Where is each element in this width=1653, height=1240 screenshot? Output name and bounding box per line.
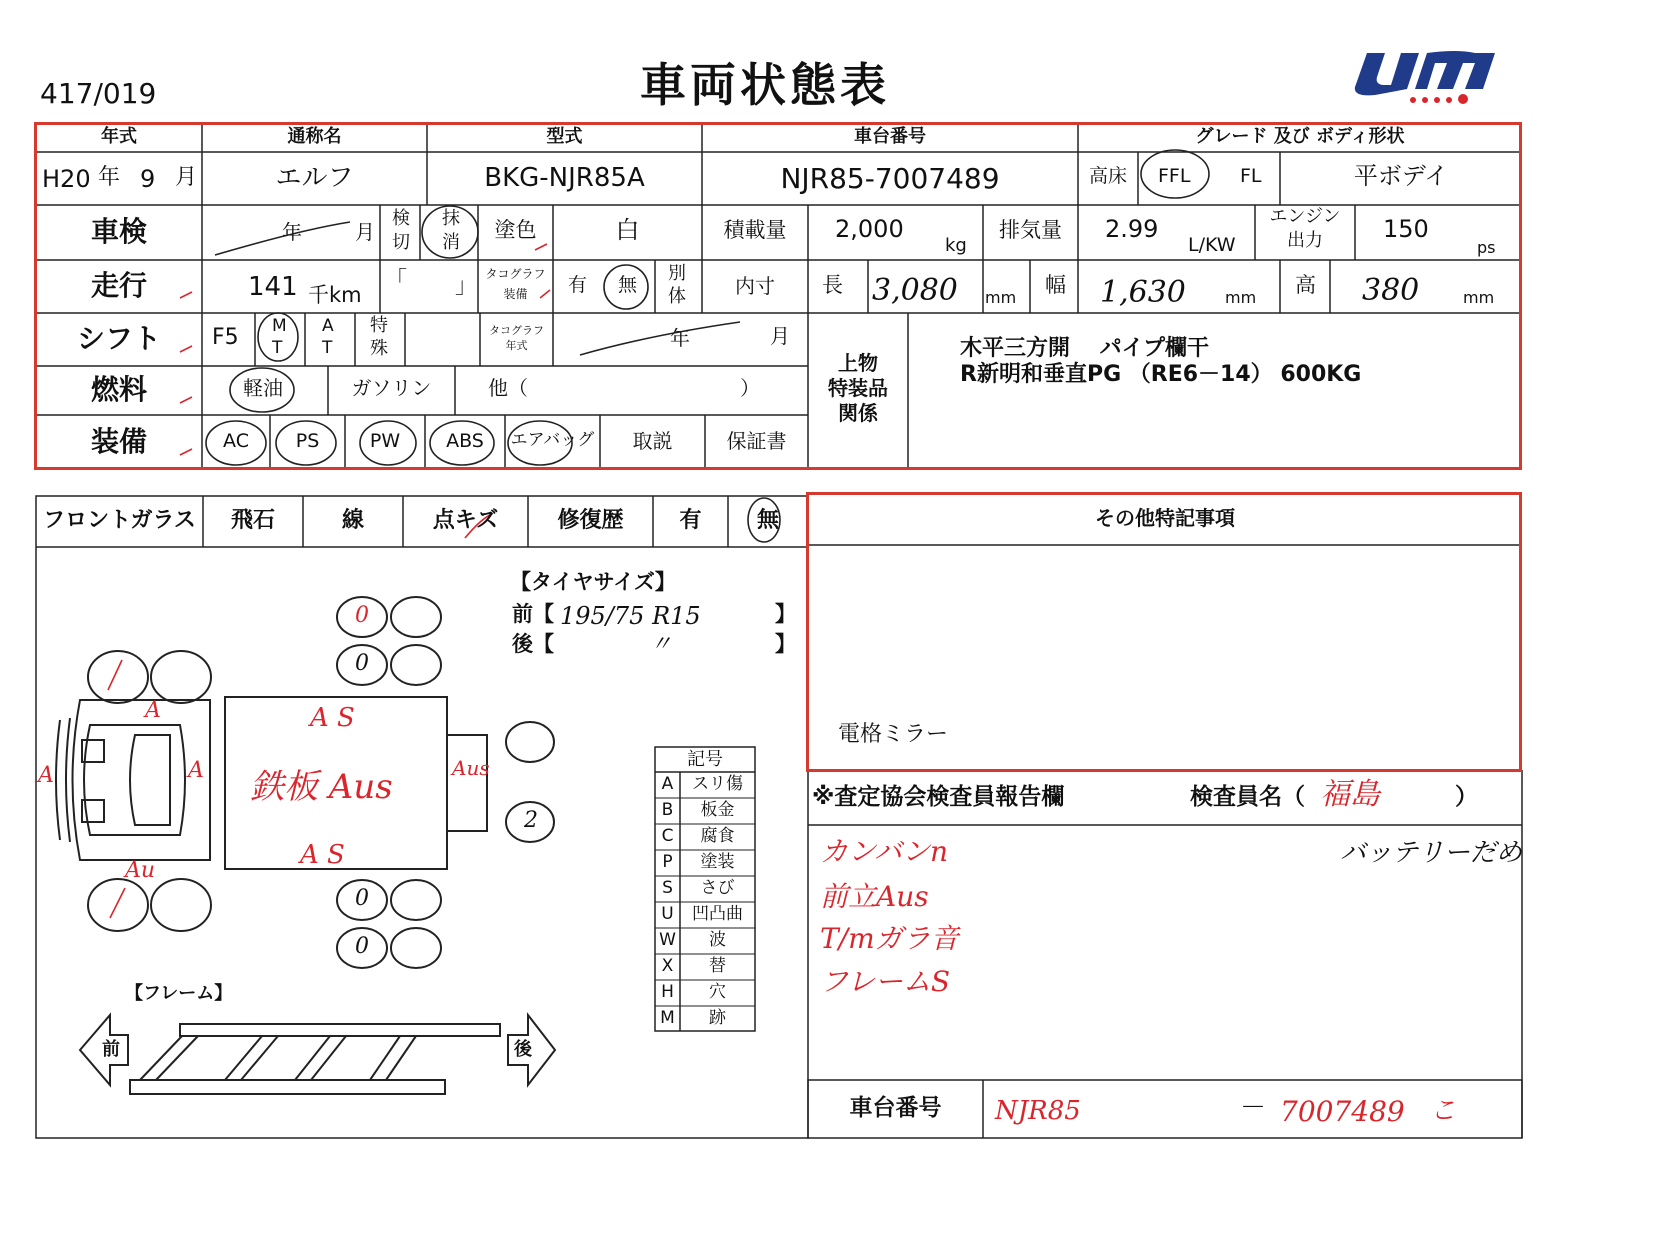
equipment-warranty: 保証書 <box>726 429 787 453</box>
chassis-header: 車台番号 <box>854 126 926 147</box>
tachograph-yes: 有 <box>568 274 588 296</box>
displacement-label: 排気量 <box>999 218 1062 242</box>
inspector-note-4: フレームS <box>820 965 951 998</box>
fuel-gasoline: ガソリン <box>351 376 432 400</box>
footer-chassis-left: NJR85 <box>995 1096 1081 1126</box>
chassis-value: NJR85-7007489 <box>780 162 1000 195</box>
cab-note-a3: A <box>38 763 54 788</box>
tire-mark-front-inner: 0 <box>355 651 369 676</box>
tachograph-label-1: タコグラフ <box>485 267 546 281</box>
paint-value: 白 <box>615 216 640 244</box>
cab-note-au: Au <box>125 858 156 883</box>
footer-chassis-extra: こ <box>1430 1096 1457 1126</box>
equipment-airbag: エアバッグ <box>510 430 595 450</box>
frame-title: 【フレーム】 <box>125 983 233 1004</box>
displacement-unit: L/KW <box>1188 234 1236 256</box>
remarks-title: その他特記事項 <box>1095 506 1235 530</box>
tachograph-year-label-1: タコグラフ <box>489 324 544 337</box>
model-value: BKG-NJR85A <box>484 163 645 193</box>
frame-rear-label: 後 <box>514 1039 532 1060</box>
legend-label: 替 <box>709 956 726 976</box>
inspector-note-1: カンバンn <box>820 835 949 868</box>
ffl-option: FFL <box>1158 165 1191 187</box>
windshield-spot: 点キズ <box>432 508 499 533</box>
tachograph-month-unit: 月 <box>770 324 790 348</box>
legend-code: C <box>661 826 674 846</box>
fuel-other-close: ） <box>740 376 760 400</box>
remarks-content: 電格ミラー <box>838 722 949 747</box>
year-unit: 年 <box>98 165 121 190</box>
tachograph-label-2: 装備 <box>503 287 528 301</box>
legend-code: P <box>662 852 673 872</box>
inspection-month-unit: 月 <box>355 220 375 244</box>
equipment-manual: 取説 <box>632 429 673 453</box>
windshield-label: フロントガラス <box>43 508 196 533</box>
windshield-chip: 飛石 <box>230 508 275 533</box>
body-equipment-label-3: 関係 <box>838 401 878 425</box>
mileage-label: 走行 <box>90 269 147 302</box>
equipment-abs: ABS <box>446 430 484 452</box>
month-unit: 月 <box>175 165 198 190</box>
high-floor-label: 高床 <box>1088 165 1127 187</box>
legend-label: 波 <box>709 930 726 950</box>
body-equipment-label-1: 上物 <box>838 351 878 375</box>
year-era: H20 <box>42 165 91 193</box>
kesu-label: 消 <box>442 232 460 253</box>
length-label: 長 <box>822 273 843 297</box>
legend-code: M <box>660 1008 675 1028</box>
cab-note-a1: A <box>145 698 161 723</box>
fuel-label: 燃料 <box>90 373 147 406</box>
bracket-open: 「 <box>385 268 408 293</box>
load-value: 2,000 <box>835 215 904 243</box>
engine-label-2: 出力 <box>1287 230 1323 251</box>
month-value: 9 <box>140 165 156 193</box>
body-equipment-label-2: 特装品 <box>828 376 888 400</box>
legend-code: A <box>661 774 674 794</box>
tachograph-year-label-2: 年式 <box>505 339 528 352</box>
tire-mark-spare: 2 <box>524 808 538 833</box>
deck-rear-note: Aus <box>452 756 490 780</box>
legend-label: 凹凸曲 <box>692 904 743 924</box>
fuel-diesel: 軽油 <box>243 376 283 400</box>
legend-label: 塗装 <box>700 852 735 872</box>
footer-chassis-right: 7007489 <box>1280 1095 1405 1128</box>
legend-code: W <box>659 930 676 950</box>
bracket-close: 」 <box>455 274 478 299</box>
deck-bottom-note: A S <box>300 840 345 870</box>
tire-front-label: 前【 <box>512 602 554 626</box>
inspector-note-2: 前立Aus <box>820 880 929 913</box>
tire-rear-value: 〃 <box>650 632 673 657</box>
legend-code: S <box>662 878 673 898</box>
body-equipment-line-1: 木平三方開 パイプ欄干 <box>960 336 1210 361</box>
body-equipment-line-2: R新明和垂直PG （RE6－14） 600KG <box>960 362 1362 387</box>
legend-code: B <box>661 800 674 820</box>
separate-label-1: 別 <box>668 263 686 284</box>
inspector-name-close: ） <box>1455 784 1478 810</box>
length-value: 3,080 <box>872 273 958 308</box>
fl-option: FL <box>1240 165 1262 187</box>
inspector-note-battery: バッテリーだめ <box>1340 838 1523 868</box>
legend-code: U <box>661 904 674 924</box>
displacement-value: 2.99 <box>1105 215 1159 243</box>
engine-label-1: エンジン <box>1269 206 1341 227</box>
equipment-label: 装備 <box>90 425 147 458</box>
repair-history-label: 修復歴 <box>557 508 624 533</box>
legend-label: 板金 <box>700 800 735 820</box>
footer-chassis-dash: － <box>1240 1093 1267 1123</box>
windshield-line: 線 <box>341 508 364 533</box>
width-label: 幅 <box>1045 273 1066 297</box>
deck-top-note: A S <box>310 703 355 733</box>
engine-unit: ps <box>1477 238 1496 257</box>
tire-front-value: 195/75 R15 <box>560 602 701 630</box>
document-id: 417/019 <box>40 77 157 110</box>
equipment-pw: PW <box>369 430 401 452</box>
legend-label: 跡 <box>709 1008 726 1028</box>
equipment-ac: AC <box>223 430 249 452</box>
tire-mark-front-outer: 0 <box>355 603 369 628</box>
shift-t: T <box>272 338 283 358</box>
height-label: 高 <box>1295 273 1316 297</box>
special-label-2: 殊 <box>370 338 388 359</box>
cab-note-a2: A <box>188 758 204 783</box>
mileage-value: 141 <box>248 272 298 302</box>
model-header: 型式 <box>546 126 583 147</box>
shift-at-t: T <box>322 338 333 358</box>
inspection-label: 車検 <box>90 215 147 248</box>
length-unit: mm <box>985 288 1017 307</box>
frame-front-label: 前 <box>102 1039 120 1060</box>
inspector-note-3: T/mガラ音 <box>820 922 959 955</box>
height-unit: mm <box>1463 288 1495 307</box>
legend-label: 腐食 <box>700 826 735 846</box>
legend-title: 記号 <box>687 749 723 770</box>
special-label-1: 特 <box>370 315 388 336</box>
inspection-year-unit: 年 <box>282 220 302 244</box>
deck-center-note: 鉄板 Aus <box>250 767 393 807</box>
grade-body-header: グレード 及び ボディ形状 <box>1195 126 1405 147</box>
name-header: 通称名 <box>287 126 342 147</box>
year-type-header: 年式 <box>101 126 137 147</box>
width-value: 1,630 <box>1100 275 1186 310</box>
height-value: 380 <box>1362 273 1420 308</box>
engine-value: 150 <box>1383 215 1429 243</box>
tire-rear-label: 後【 <box>512 632 554 656</box>
legend-label: さび <box>700 878 735 898</box>
repair-history-no: 無 <box>756 508 779 533</box>
body-type: 平ボデイ <box>1353 162 1449 190</box>
width-unit: mm <box>1225 288 1257 307</box>
equipment-ps: PS <box>295 430 320 452</box>
shift-a: A <box>322 316 334 336</box>
tachograph-no: 無 <box>618 274 638 296</box>
separate-label-2: 体 <box>668 286 686 307</box>
inspector-name-label: 検査員名（ <box>1190 784 1305 810</box>
tire-size-title: 【タイヤサイズ】 <box>510 570 676 594</box>
page-title: 車両状態表 <box>640 58 890 112</box>
footer-chassis-label: 車台番号 <box>849 1095 942 1121</box>
legend-code: X <box>661 956 674 976</box>
shift-m: M <box>272 316 287 336</box>
mileage-unit: 千km <box>308 283 362 307</box>
tire-front-close: 】 <box>775 602 796 626</box>
legend-label: 穴 <box>709 982 726 1002</box>
tachograph-year-unit: 年 <box>670 326 690 350</box>
inspector-name: 福島 <box>1320 777 1380 812</box>
legend-code: H <box>661 982 674 1002</box>
tire-mark-rear-outer: 0 <box>355 934 369 959</box>
kiri-label: 切 <box>392 232 410 253</box>
load-label: 積載量 <box>723 218 787 242</box>
fuel-other: 他（ <box>488 376 528 400</box>
tire-rear-close: 】 <box>775 632 796 656</box>
tire-mark-rear-inner: 0 <box>355 886 369 911</box>
paint-label: 塗色 <box>494 218 537 242</box>
inspector-report-label: ※査定協会検査員報告欄 <box>812 784 1065 810</box>
load-unit: kg <box>945 235 967 256</box>
vehicle-name: エルフ <box>275 163 354 193</box>
repair-history-yes: 有 <box>679 508 702 533</box>
legend-label: スリ傷 <box>692 774 743 794</box>
inner-dimension-label: 内寸 <box>735 274 775 298</box>
massho-label: 抹 <box>442 208 460 229</box>
ken-label: 検 <box>392 208 410 229</box>
shift-f5: F5 <box>212 325 239 350</box>
shift-label: シフト <box>76 322 161 355</box>
